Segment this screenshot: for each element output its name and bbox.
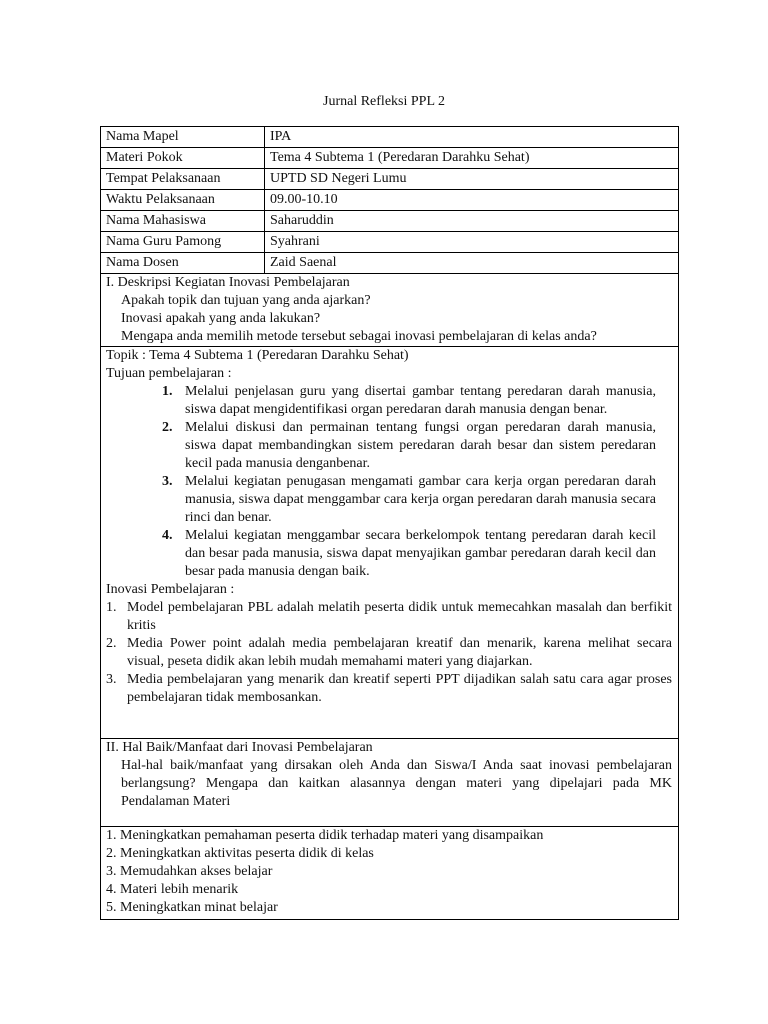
document-title: Jurnal Refleksi PPL 2: [323, 94, 445, 109]
item-number: 1.: [162, 384, 173, 399]
list-item: 3. Memudahkan akses belajar: [106, 864, 273, 879]
section-heading: II. Hal Baik/Manfaat dari Inovasi Pembelajaran: [106, 740, 373, 755]
info-value: Saharuddin: [265, 211, 679, 232]
info-value: UPTD SD Negeri Lumu: [265, 169, 679, 190]
list-item: 2. Meningkatkan aktivitas peserta didik di kelas: [106, 846, 374, 861]
objectives-label: Tujuan pembelajaran :: [106, 366, 232, 381]
item-text: Melalui kegiatan menggambar secara berkelompok tentang peredaran darah kecil dan besar pada manusia, siswa dapat menyajikan gambar peredaran darah kecil dan besar pada manusia dengan baik.: [185, 528, 656, 579]
info-value: 09.00-10.10: [265, 190, 679, 211]
item-number: 2.: [106, 636, 117, 651]
item-number: 3.: [106, 672, 117, 687]
question-line: Inovasi apakah yang anda lakukan?: [121, 311, 321, 326]
section-questions: [106, 292, 672, 346]
section-question: Hal-hal baik/manfaat yang dirsakan oleh Anda dan Siswa/I Anda saat inovasi pembelajaran berlangsung? Mengapa dan kaitkan alasannya dengan materi yang dipelajari pada MK Pendalaman Materi: [121, 758, 672, 809]
info-row-student: [101, 211, 679, 232]
section-2-prompt: [101, 739, 679, 827]
question-line: Mengapa anda memilih metode tersebut sebagai inovasi pembelajaran di kelas anda?: [121, 329, 597, 344]
info-value: Syahrani: [265, 232, 679, 253]
item-number: 1.: [106, 600, 117, 615]
info-row-mentor-teacher: [101, 232, 679, 253]
item-number: 4.: [162, 528, 173, 543]
section-heading: I. Deskripsi Kegiatan Inovasi Pembelajaran: [106, 275, 350, 290]
list-item: [106, 473, 672, 527]
info-label: Waktu Pelaksanaan: [101, 190, 265, 211]
info-label: Nama Guru Pamong: [101, 232, 265, 253]
info-value: Tema 4 Subtema 1 (Peredaran Darahku Sehat): [265, 148, 679, 169]
list-item: [106, 527, 672, 581]
topic-line: Topik : Tema 4 Subtema 1 (Peredaran Darahku Sehat): [106, 348, 409, 363]
section-1-prompt: [101, 274, 679, 347]
section-1-answer-row: [101, 347, 679, 739]
info-label: Nama Mapel: [101, 127, 265, 148]
item-text: Melalui penjelasan guru yang disertai gambar tentang peredaran darah manusia, siswa dapat mengidentifikasi organ peredaran darah manusia dengan benar.: [185, 384, 656, 417]
list-item: [106, 671, 672, 707]
objectives-list: [106, 383, 672, 581]
info-row-time: [101, 190, 679, 211]
list-item: 4. Materi lebih menarik: [106, 882, 239, 897]
item-text: Media pembelajaran yang menarik dan kreatif seperti PPT dijadikan salah satu cara agar proses pembelajaran tidak membosankan.: [127, 672, 672, 705]
info-row-lecturer: [101, 253, 679, 274]
list-item: [106, 635, 672, 671]
info-label: Nama Mahasiswa: [101, 211, 265, 232]
question-line: Apakah topik dan tujuan yang anda ajarkan?: [121, 293, 371, 308]
info-value: Zaid Saenal: [265, 253, 679, 274]
info-label: Tempat Pelaksanaan: [101, 169, 265, 190]
info-row-topic: [101, 148, 679, 169]
item-number: 2.: [162, 420, 173, 435]
item-text: Media Power point adalah media pembelajaran kreatif dan menarik, karena melihat secara visual, peseta didik akan lebih mudah memahami materi yang diajarkan.: [127, 636, 672, 669]
info-row-place: [101, 169, 679, 190]
item-text: Model pembelajaran PBL adalah melatih peserta didik untuk memecahkan masalah dan berfikit kritis: [127, 600, 672, 633]
section-1-answer: [101, 347, 679, 739]
list-item: [106, 419, 672, 473]
item-number: 3.: [162, 474, 173, 489]
list-item: [106, 383, 672, 419]
item-text: Melalui kegiatan penugasan mengamati gambar cara kerja organ peredaran darah manusia, siswa dapat menggambar cara kerja organ peredaran darah manusia secara rinci dan benar.: [185, 474, 656, 525]
info-label: Materi Pokok: [101, 148, 265, 169]
item-text: Melalui diskusi dan permainan tentang fungsi organ peredaran darah manusia, siswa dapat membandingkan sistem peredaran darah besar dan sistem peredaran kecil pada manusia denganbenar.: [185, 420, 656, 471]
info-label: Nama Dosen: [101, 253, 265, 274]
info-row-subject: [101, 127, 679, 148]
section-2-header-row: [101, 739, 679, 827]
section-1-header-row: [101, 274, 679, 347]
list-item: 5. Meningkatkan minat belajar: [106, 900, 278, 915]
section-2-answer: [101, 827, 679, 920]
innovation-label: Inovasi Pembelajaran :: [106, 582, 235, 597]
section-2-answer-row: [101, 827, 679, 920]
list-item: [106, 599, 672, 635]
journal-table: [100, 126, 679, 920]
list-item: 1. Meningkatkan pemahaman peserta didik terhadap materi yang disampaikan: [106, 828, 544, 843]
innovations-list: [106, 599, 672, 707]
info-value: IPA: [265, 127, 679, 148]
